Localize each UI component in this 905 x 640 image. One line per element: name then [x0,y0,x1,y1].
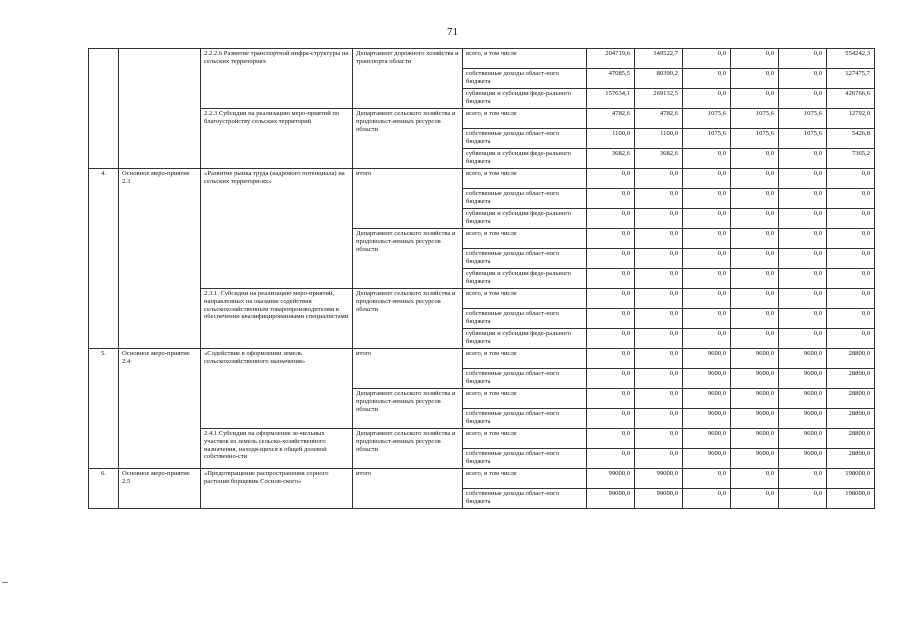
main-event-cell: Основное меро-приятие 2.3 [119,169,201,349]
amount-cell: 7365,2 [827,149,875,169]
amount-cell: 99000,0 [587,489,635,509]
amount-cell: 0,0 [683,89,731,109]
amount-cell: 0,0 [683,309,731,329]
amount-cell: 28800,0 [827,429,875,449]
executor-cell: итого [353,169,463,229]
amount-cell: 0,0 [731,469,779,489]
amount-cell: 0,0 [635,369,683,389]
program-cell: 2.2.3 Субсидии на реализацию меро-приятий по благоустройству сельских территорий [201,109,353,169]
amount-cell: 0,0 [635,309,683,329]
amount-cell: 0,0 [587,429,635,449]
amount-cell: 0,0 [731,309,779,329]
amount-cell: 0,0 [683,329,731,349]
amount-cell: 1100,0 [587,129,635,149]
amount-cell: 0,0 [827,209,875,229]
amount-cell: 0,0 [731,289,779,309]
amount-cell: 426766,6 [827,89,875,109]
amount-cell: 0,0 [683,229,731,249]
amount-cell: 0,0 [779,229,827,249]
amount-cell: 1075,6 [779,109,827,129]
page-number: 71 [447,26,458,38]
amount-cell: 1075,6 [683,109,731,129]
executor-cell: итого [353,349,463,389]
amount-cell: 0,0 [635,449,683,469]
executor-cell: Департамент сельского хозяйства и продовольст-венных ресурсов области [353,109,463,169]
amount-cell: 0,0 [779,149,827,169]
amount-cell: 0,0 [587,289,635,309]
amount-cell: 9600,0 [683,369,731,389]
amount-cell: 9600,0 [683,449,731,469]
amount-cell: 127475,7 [827,69,875,89]
amount-cell: 0,0 [731,209,779,229]
amount-cell: 0,0 [683,189,731,209]
amount-cell: 9600,0 [779,429,827,449]
amount-cell: 1075,6 [779,129,827,149]
amount-cell: 0,0 [635,209,683,229]
amount-cell: 0,0 [587,349,635,369]
executor-cell: Департамент дорожного хозяйства и транспорта области [353,49,463,109]
amount-cell: 0,0 [827,229,875,249]
amount-cell: 0,0 [683,149,731,169]
program-cell: «Развитие рынка труда (кадрового потенциала) на сельских территори-ях» [201,169,353,289]
program-cell: 2.4.1 Субсидии на оформление зе-мельных участков из земель сельско-хозяйственного назначения, находя-щихся в общей долевой собственно-сти [201,429,353,469]
funding-source-cell: собственные доходы област-ного бюджета [463,129,587,149]
amount-cell: 0,0 [827,289,875,309]
amount-cell: 0,0 [779,269,827,289]
funding-source-cell: собственные доходы област-ного бюджета [463,69,587,89]
amount-cell: 0,0 [731,189,779,209]
amount-cell: 3682,6 [635,149,683,169]
amount-cell: 9600,0 [731,369,779,389]
amount-cell: 0,0 [827,169,875,189]
amount-cell: 0,0 [587,389,635,409]
amount-cell: 0,0 [587,189,635,209]
amount-cell: 157634,1 [587,89,635,109]
amount-cell: 0,0 [731,229,779,249]
amount-cell: 0,0 [779,489,827,509]
amount-cell: 9600,0 [731,409,779,429]
amount-cell: 9600,0 [779,409,827,429]
amount-cell: 5426,8 [827,129,875,149]
amount-cell: 0,0 [587,309,635,329]
amount-cell: 0,0 [731,49,779,69]
amount-cell: 9600,0 [731,449,779,469]
amount-cell: 28800,0 [827,369,875,389]
funding-source-cell: субвенции и субсидии феде-рального бюджета [463,269,587,289]
amount-cell: 28800,0 [827,409,875,429]
amount-cell: 28800,0 [827,389,875,409]
funding-source-cell: субвенции и субсидии феде-рального бюджета [463,329,587,349]
amount-cell: 0,0 [683,69,731,89]
amount-cell: 0,0 [779,209,827,229]
main-event-cell [119,49,201,169]
funding-source-cell: всего, в том числе [463,349,587,369]
amount-cell: 0,0 [731,329,779,349]
amount-cell: 0,0 [587,169,635,189]
amount-cell: 0,0 [779,309,827,329]
amount-cell: 1075,6 [731,109,779,129]
amount-cell: 12792,0 [827,109,875,129]
row-number-cell [89,49,119,169]
executor-cell: Департамент сельского хозяйства и продовольст-венных ресурсов области [353,389,463,429]
program-cell: «Предотвращение распространения сорного растения борщевик Соснов-ского» [201,469,353,509]
amount-cell: 1075,6 [731,129,779,149]
amount-cell: 99000,0 [587,469,635,489]
program-cell: «Содействие в оформлении земель сельскохозяйственного назначения» [201,349,353,429]
amount-cell: 0,0 [635,289,683,309]
amount-cell: 0,0 [683,209,731,229]
funding-source-cell: всего, в том числе [463,469,587,489]
amount-cell: 0,0 [587,229,635,249]
funding-source-cell: собственные доходы област-ного бюджета [463,309,587,329]
budget-table [88,48,875,509]
funding-source-cell: собственные доходы област-ного бюджета [463,449,587,469]
amount-cell: 47085,5 [587,69,635,89]
amount-cell: 0,0 [731,489,779,509]
amount-cell: 0,0 [731,269,779,289]
amount-cell: 0,0 [683,289,731,309]
amount-cell: 0,0 [587,409,635,429]
amount-cell: 9600,0 [779,449,827,469]
program-cell: 2.2.2.6 Развитие транспортной инфра-структуры на сельских территориях [201,49,353,109]
main-event-cell: Основное меро-приятие 2.5 [119,469,201,509]
table-body [89,49,875,509]
row-number-cell: 5. [89,349,119,469]
amount-cell: 0,0 [779,249,827,269]
amount-cell: 0,0 [827,249,875,269]
funding-source-cell: всего, в том числе [463,429,587,449]
table-row [89,349,875,369]
executor-cell: Департамент сельского хозяйства и продовольст-венных ресурсов области [353,429,463,469]
amount-cell: 0,0 [635,409,683,429]
amount-cell: 9600,0 [779,389,827,409]
executor-cell: Департамент сельского хозяйства и продовольст-венных ресурсов области [353,289,463,349]
amount-cell: 9600,0 [731,389,779,409]
funding-source-cell: собственные доходы област-ного бюджета [463,369,587,389]
amount-cell: 0,0 [731,89,779,109]
amount-cell: 0,0 [635,349,683,369]
amount-cell: 0,0 [587,209,635,229]
amount-cell: 0,0 [683,269,731,289]
amount-cell: 3682,6 [587,149,635,169]
row-number-cell: 6. [89,469,119,509]
funding-source-cell: собственные доходы област-ного бюджета [463,189,587,209]
amount-cell: 0,0 [587,249,635,269]
amount-cell: 269132,5 [635,89,683,109]
amount-cell: 0,0 [731,149,779,169]
margin-mark [2,582,8,583]
amount-cell: 0,0 [635,189,683,209]
amount-cell: 0,0 [635,269,683,289]
funding-source-cell: субвенции и субсидии феде-рального бюджета [463,149,587,169]
table-row [89,289,875,309]
amount-cell: 9600,0 [683,349,731,369]
amount-cell: 0,0 [587,329,635,349]
amount-cell: 0,0 [635,329,683,349]
amount-cell: 9600,0 [779,349,827,369]
amount-cell: 0,0 [683,169,731,189]
amount-cell: 0,0 [635,169,683,189]
amount-cell: 0,0 [587,369,635,389]
amount-cell: 198000,0 [827,489,875,509]
amount-cell: 198000,0 [827,469,875,489]
amount-cell: 0,0 [731,249,779,269]
funding-source-cell: собственные доходы област-ного бюджета [463,409,587,429]
amount-cell: 0,0 [587,269,635,289]
amount-cell: 9600,0 [779,369,827,389]
funding-source-cell: всего, в том числе [463,49,587,69]
amount-cell: 9600,0 [731,349,779,369]
funding-source-cell: собственные доходы област-ного бюджета [463,249,587,269]
amount-cell: 28800,0 [827,449,875,469]
amount-cell: 9600,0 [683,429,731,449]
amount-cell: 0,0 [779,89,827,109]
funding-source-cell: субвенции и субсидии феде-рального бюджета [463,89,587,109]
amount-cell: 9600,0 [683,409,731,429]
table-row [89,469,875,489]
amount-cell: 0,0 [635,229,683,249]
funding-source-cell: всего, в том числе [463,109,587,129]
amount-cell: 0,0 [683,249,731,269]
table-row [89,49,875,69]
funding-source-cell: всего, в том числе [463,289,587,309]
amount-cell: 0,0 [827,329,875,349]
table-row [89,169,875,189]
amount-cell: 0,0 [683,469,731,489]
amount-cell: 28800,0 [827,349,875,369]
executor-cell: итого [353,469,463,509]
main-event-cell: Основное меро-приятие 2.4 [119,349,201,469]
funding-source-cell: субвенции и субсидии феде-рального бюджета [463,209,587,229]
program-cell: 2.3.1. Субсидии на реализацию меро-приятий, направленных на оказание содействия сельскохозяйственным товаропроизводителям в обеспечении квалифицированными специалистами [201,289,353,349]
amount-cell: 9600,0 [731,429,779,449]
amount-cell: 80390,2 [635,69,683,89]
amount-cell: 0,0 [779,289,827,309]
row-number-cell: 4. [89,169,119,349]
amount-cell: 0,0 [779,49,827,69]
amount-cell: 4782,6 [587,109,635,129]
amount-cell: 0,0 [779,189,827,209]
amount-cell: 0,0 [827,309,875,329]
amount-cell: 204719,6 [587,49,635,69]
amount-cell: 0,0 [779,469,827,489]
amount-cell: 0,0 [635,249,683,269]
table-row [89,429,875,449]
funding-source-cell: всего, в том числе [463,389,587,409]
amount-cell: 1075,6 [683,129,731,149]
amount-cell: 9600,0 [683,389,731,409]
amount-cell: 0,0 [731,169,779,189]
amount-cell: 0,0 [827,269,875,289]
amount-cell: 0,0 [635,389,683,409]
amount-cell: 0,0 [779,169,827,189]
amount-cell: 1100,0 [635,129,683,149]
funding-source-cell: собственные доходы област-ного бюджета [463,489,587,509]
table-row [89,109,875,129]
amount-cell: 0,0 [779,329,827,349]
amount-cell: 554242,3 [827,49,875,69]
amount-cell: 0,0 [683,489,731,509]
amount-cell: 0,0 [827,189,875,209]
executor-cell: Департамент сельского хозяйства и продовольст-венных ресурсов области [353,229,463,289]
amount-cell: 4782,6 [635,109,683,129]
amount-cell: 0,0 [683,49,731,69]
amount-cell: 99000,0 [635,489,683,509]
funding-source-cell: всего, в том числе [463,229,587,249]
amount-cell: 99000,0 [635,469,683,489]
amount-cell: 349522,7 [635,49,683,69]
amount-cell: 0,0 [635,429,683,449]
amount-cell: 0,0 [587,449,635,469]
amount-cell: 0,0 [731,69,779,89]
amount-cell: 0,0 [779,69,827,89]
funding-source-cell: всего, в том числе [463,169,587,189]
